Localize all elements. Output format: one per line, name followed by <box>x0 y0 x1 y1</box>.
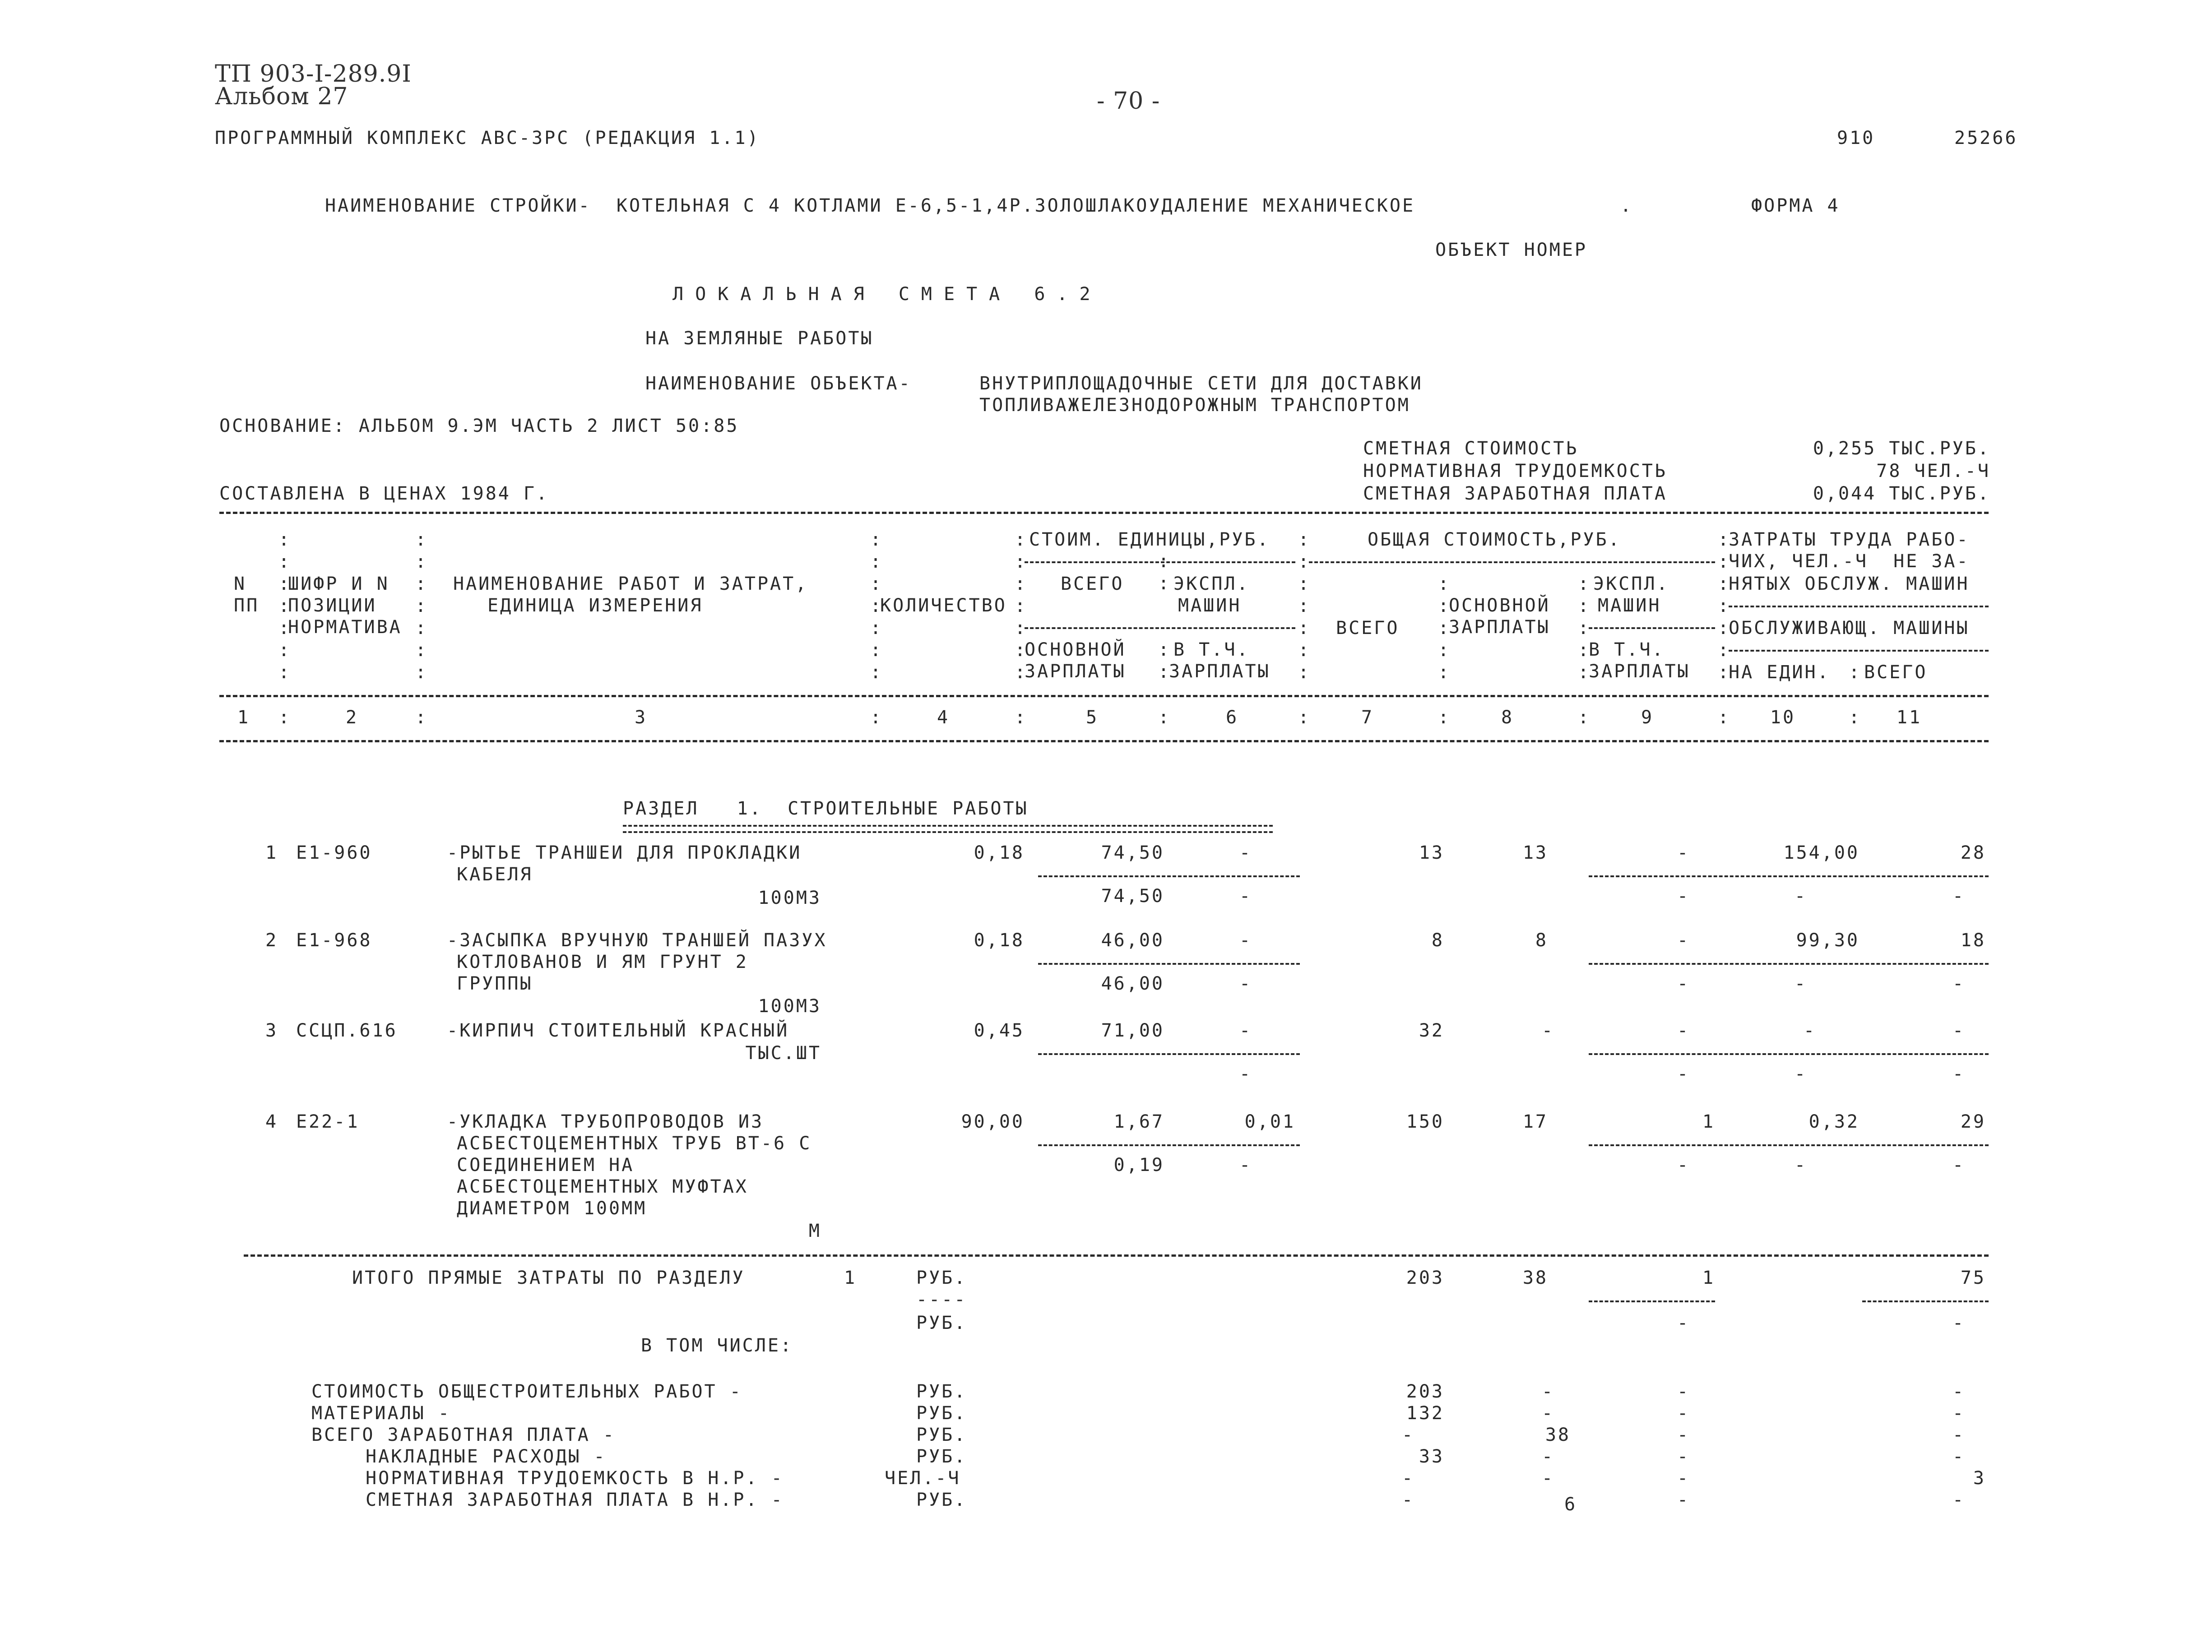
totals-rule <box>244 1254 1989 1257</box>
row-unit-base: 74,50 <box>1101 886 1164 907</box>
th-total-incl-2: ЗАРПЛАТЫ <box>1589 661 1690 682</box>
breakdown-c11: - <box>1952 1403 1966 1424</box>
col-number: 2 <box>345 707 359 728</box>
col-number: 4 <box>937 707 950 728</box>
col-number: 6 <box>1225 707 1239 728</box>
row-total-base: 8 <box>1535 930 1548 951</box>
row-total-base: 13 <box>1522 842 1548 863</box>
row-qty: 0,45 <box>974 1020 1025 1041</box>
breakdown-c9: - <box>1677 1403 1690 1424</box>
totals-section-number: 1 <box>844 1268 857 1288</box>
row-name-line: КОТЛОВАНОВ И ЯМ ГРУНТ 2 <box>457 952 748 972</box>
price-level: СОСТАВЛЕНА В ЦЕНАХ 1984 Г. <box>219 483 549 504</box>
row-total-expl: 1 <box>1702 1111 1715 1132</box>
col-number: 8 <box>1501 707 1514 728</box>
th-name-2: ЕДИНИЦА ИЗМЕРЕНИЯ <box>487 595 703 616</box>
col-sep: : <box>870 707 881 728</box>
row-unit-expl: 0,01 <box>1244 1111 1295 1132</box>
breakdown-label: МАТЕРИАЛЫ - <box>311 1403 451 1424</box>
doc-code-1: 910 <box>1837 128 1875 148</box>
breakdown-c9: - <box>1677 1490 1690 1510</box>
row-total-incl: - <box>1677 1155 1690 1175</box>
object-name-line-2: ТОПЛИВАЖЕЛЕЗНОДОРОЖНЫМ ТРАНСПОРТОМ <box>979 395 1410 416</box>
breakdown-unit: РУБ. <box>916 1446 967 1467</box>
breakdown-c11: - <box>1952 1490 1966 1510</box>
breakdown-c7: 132 <box>1406 1403 1444 1424</box>
th-unit-incl-1: В Т.Ч. <box>1173 639 1250 660</box>
breakdown-label: СМЕТНАЯ ЗАРАБОТНАЯ ПЛАТА В Н.Р. - <box>366 1490 784 1510</box>
th-n: N <box>234 574 247 594</box>
row-name-line: АСБЕСТОЦЕМЕНТНЫХ МУФТАХ <box>457 1176 748 1197</box>
th-quantity: КОЛИЧЕСТВО <box>880 595 1007 616</box>
summary-label-wages: СМЕТНАЯ ЗАРАБОТНАЯ ПЛАТА <box>1363 483 1667 504</box>
col-sep: : : : : : <box>1578 574 1589 683</box>
row-total: 150 <box>1406 1111 1444 1132</box>
th-unit-cost: СТОИМ. ЕДИНИЦЫ,РУБ. <box>1029 529 1270 550</box>
th-rule <box>1025 627 1295 629</box>
totals-labor: 75 <box>1960 1268 1986 1288</box>
header-rule <box>219 695 1989 697</box>
col-sep: : <box>1849 662 1860 683</box>
th-code-1: ШИФР И N <box>288 574 390 594</box>
row-name-line: АСБЕСТОЦЕМЕНТНЫХ ТРУБ ВТ-6 С <box>457 1133 812 1154</box>
row-code: Е1-960 <box>296 842 372 863</box>
row-mach-total: - <box>1952 886 1966 907</box>
page-number: - 70 - <box>1097 88 1160 115</box>
totals-mach: - <box>1952 1313 1966 1333</box>
row-unit-total: 1,67 <box>1113 1111 1164 1132</box>
estimate-subtitle: НА ЗЕМЛЯНЫЕ РАБОТЫ <box>645 328 874 349</box>
section-underline <box>623 825 1273 833</box>
col-number: 3 <box>634 707 648 728</box>
totals-rule-short <box>1862 1300 1989 1302</box>
row-total-base: - <box>1541 1020 1555 1041</box>
row-name-line: ДИАМЕТРОМ 100ММ <box>457 1198 647 1219</box>
row-total-base: 17 <box>1522 1111 1548 1132</box>
th-rule <box>1589 627 1715 629</box>
breakdown-c11: - <box>1952 1446 1966 1467</box>
summary-value-wages: 0,044 ТЫС.РУБ. <box>1813 483 1990 504</box>
breakdown-c8: - <box>1541 1446 1555 1467</box>
th-code-2: ПОЗИЦИИ <box>288 595 377 616</box>
col-number: 9 <box>1641 707 1654 728</box>
row-unit: М <box>808 1221 821 1241</box>
th-labor-4: ОБСЛУЖИВАЮЩ. МАШИНЫ <box>1729 618 1970 639</box>
object-number-label: ОБЪЕКТ НОМЕР <box>1435 240 1587 260</box>
row-name-line: ГРУППЫ <box>457 973 533 994</box>
row-unit-total: 71,00 <box>1101 1020 1164 1041</box>
col-sep: : <box>415 707 427 728</box>
row-labor-total: 18 <box>1960 930 1986 951</box>
row-name-line: -КИРПИЧ СТОИТЕЛЬНЫЙ КРАСНЫЙ <box>447 1020 789 1041</box>
row-unit-expl: - <box>1239 1020 1252 1041</box>
breakdown-c9: - <box>1677 1446 1690 1467</box>
row-rule <box>1038 1144 1300 1146</box>
row-name-line: -ЗАСЫПКА ВРУЧНУЮ ТРАНШЕЙ ПАЗУХ <box>447 930 827 951</box>
col-number: 10 <box>1770 707 1796 728</box>
th-total-cost: ОБЩАЯ СТОИМОСТЬ,РУБ. <box>1368 529 1621 550</box>
row-labor-total: - <box>1952 1020 1966 1041</box>
row-rule <box>1038 963 1300 965</box>
construction-name: НАИМЕНОВАНИЕ СТРОЙКИ- КОТЕЛЬНАЯ С 4 КОТЛАМИ Е-6,5-1,4Р.ЗОЛОШЛАКОУДАЛЕНИЕ МЕХАНИЧЕСКОЕ <box>325 195 1415 216</box>
breakdown-c7: - <box>1401 1425 1415 1445</box>
col-sep: : : : : : : : <box>415 529 427 683</box>
breakdown-c7: 203 <box>1406 1381 1444 1402</box>
row-unit-expl: - <box>1239 930 1252 951</box>
col-sep: : : : : : <box>1438 574 1449 683</box>
breakdown-unit: РУБ. <box>916 1403 967 1424</box>
col-number: 11 <box>1896 707 1922 728</box>
breakdown-unit: РУБ. <box>916 1490 967 1510</box>
table-top-rule <box>219 512 1989 514</box>
totals-unit-dash: ---- <box>916 1289 967 1310</box>
col-sep: : : : : : : : <box>870 529 881 683</box>
col-sep: : : : : : : : <box>1298 529 1309 683</box>
doc-code-2: 25266 <box>1954 128 2018 148</box>
row-mach-total: - <box>1952 1064 1966 1084</box>
row-rule <box>1589 963 1989 965</box>
th-labor-2: ЧИХ, ЧЕЛ.-Ч НЕ ЗА- <box>1729 551 1970 572</box>
breakdown-c7: - <box>1401 1490 1415 1510</box>
th-unit-incl-2: ЗАРПЛАТЫ <box>1169 661 1271 682</box>
row-mach-unit: - <box>1794 1064 1808 1084</box>
totals-incl: - <box>1677 1313 1690 1333</box>
row-unit-base: 46,00 <box>1101 973 1164 994</box>
th-total-base-2: ЗАРПЛАТЫ <box>1449 617 1550 638</box>
row-total: 32 <box>1419 1020 1444 1041</box>
form-number: ФОРМА 4 <box>1751 195 1840 216</box>
row-rule <box>1589 1144 1989 1146</box>
th-unit-base-1: ОСНОВНОЙ <box>1025 639 1126 660</box>
breakdown-c9: - <box>1677 1381 1690 1402</box>
totals-base: 38 <box>1522 1268 1548 1288</box>
col-number: 7 <box>1361 707 1374 728</box>
row-labor-unit: 0,32 <box>1809 1111 1860 1132</box>
row-rule <box>1038 1053 1300 1055</box>
album-number: Альбом 27 <box>215 83 348 110</box>
breakdown-c7: - <box>1401 1468 1415 1489</box>
th-labor-3: НЯТЫХ ОБСЛУЖ. МАШИН <box>1729 574 1970 594</box>
row-total: 8 <box>1431 930 1444 951</box>
row-unit-incl: - <box>1239 1155 1252 1175</box>
th-rule <box>1729 650 1989 652</box>
row-total-expl: - <box>1677 1020 1690 1041</box>
row-unit: 100М3 <box>758 996 821 1017</box>
breakdown-c8: - <box>1541 1403 1555 1424</box>
row-mach-unit: - <box>1794 886 1808 907</box>
th-pp: ПП <box>234 595 260 616</box>
col-sep: : <box>1438 707 1449 728</box>
th-name-1: НАИМЕНОВАНИЕ РАБОТ И ЗАТРАТ, <box>453 574 808 594</box>
row-rule <box>1589 875 1989 877</box>
summary-value-labor: 78 ЧЕЛ.-Ч <box>1876 461 1990 481</box>
row-total-incl: - <box>1677 1064 1690 1084</box>
col-sep: : : : : : : : <box>1015 529 1026 683</box>
row-unit-incl: - <box>1239 973 1252 994</box>
row-unit-total: 74,50 <box>1101 842 1164 863</box>
breakdown-c11: - <box>1952 1381 1966 1402</box>
col-sep: : <box>1849 707 1860 728</box>
row-labor-unit: 99,30 <box>1796 930 1860 951</box>
breakdown-label: ВСЕГО ЗАРАБОТНАЯ ПЛАТА - <box>311 1425 616 1445</box>
row-unit-incl: - <box>1239 886 1252 907</box>
row-unit-incl: - <box>1239 1064 1252 1084</box>
program-name: ПРОГРАММНЫЙ КОМПЛЕКС АВС-3РС (РЕДАКЦИЯ 1.1) <box>215 128 760 148</box>
row-code: ССЦП.616 <box>296 1020 398 1041</box>
row-total-expl: - <box>1677 930 1690 951</box>
totals-total: 203 <box>1406 1268 1444 1288</box>
row-mach-unit: - <box>1794 1155 1808 1175</box>
document-code: ТП 903-I-289.9I <box>215 60 412 88</box>
col-sep: : <box>1718 707 1729 728</box>
breakdown-label: СТОИМОСТЬ ОБЩЕСТРОИТЕЛЬНЫХ РАБОТ - <box>311 1381 742 1402</box>
row-total-incl: - <box>1677 886 1690 907</box>
col-sep: : <box>1578 707 1589 728</box>
col-sep: : <box>278 707 290 728</box>
row-mach-total: - <box>1952 973 1966 994</box>
breakdown-c8: 6 <box>1564 1494 1577 1515</box>
row-total-incl: - <box>1677 973 1690 994</box>
row-name-line: КАБЕЛЯ <box>457 864 533 885</box>
row-code: Е1-968 <box>296 930 372 951</box>
totals-rule-short <box>1589 1300 1715 1302</box>
breakdown-label: НАКЛАДНЫЕ РАСХОДЫ - <box>366 1446 607 1467</box>
row-qty: 0,18 <box>974 842 1025 863</box>
breakdown-c8: - <box>1541 1381 1555 1402</box>
row-qty: 0,18 <box>974 930 1025 951</box>
breakdown-c8: 38 <box>1545 1425 1571 1445</box>
th-labor-1: ЗАТРАТЫ ТРУДА РАБО- <box>1729 529 1970 550</box>
breakdown-c8: - <box>1541 1468 1555 1489</box>
col-sep: : : : : : : : <box>278 529 290 683</box>
th-labor-per-unit: НА ЕДИН. <box>1729 662 1830 683</box>
th-total-base-1: ОСНОВНОЙ <box>1449 595 1550 616</box>
summary-label-labor: НОРМАТИВНАЯ ТРУДОЕМКОСТЬ <box>1363 461 1667 481</box>
estimate-title: ЛОКАЛЬНАЯ СМЕТА 6.2 <box>672 284 1102 305</box>
basis: ОСНОВАНИЕ: АЛЬБОМ 9.ЭМ ЧАСТЬ 2 ЛИСТ 50:85 <box>219 416 739 436</box>
breakdown-c9: - <box>1677 1425 1690 1445</box>
column-numbers-rule <box>219 740 1989 742</box>
construction-dot: . <box>1620 195 1633 216</box>
row-mach-total: - <box>1952 1155 1966 1175</box>
col-number: 5 <box>1085 707 1099 728</box>
row-labor-total: 29 <box>1960 1111 1986 1132</box>
col-sep: : : : : : : : <box>1718 529 1729 683</box>
totals-unit: РУБ. <box>916 1268 967 1288</box>
breakdown-unit: ЧЕЛ.-Ч <box>885 1468 961 1489</box>
row-unit-total: 46,00 <box>1101 930 1164 951</box>
totals-unit-2: РУБ. <box>916 1313 967 1333</box>
object-name-label: НАИМЕНОВАНИЕ ОБЪЕКТА- <box>645 373 912 394</box>
row-unit-base: 0,19 <box>1113 1155 1164 1175</box>
th-rule <box>1309 561 1715 563</box>
th-total-expl-2: МАШИН <box>1598 595 1661 616</box>
summary-value-cost: 0,255 ТЫС.РУБ. <box>1813 438 1990 459</box>
row-unit-expl: - <box>1239 842 1252 863</box>
row-labor-total: 28 <box>1960 842 1986 863</box>
row-number: 3 <box>265 1020 278 1041</box>
row-mach-unit: - <box>1794 973 1808 994</box>
col-sep: : <box>1158 707 1169 728</box>
row-code: Е22-1 <box>296 1111 360 1132</box>
row-rule <box>1038 875 1300 877</box>
breakdown-c9: - <box>1677 1468 1690 1489</box>
row-labor-unit: - <box>1803 1020 1817 1041</box>
object-name-line-1: ВНУТРИПЛОЩАДОЧНЫЕ СЕТИ ДЛЯ ДОСТАВКИ <box>979 373 1423 394</box>
row-unit: 100М3 <box>758 888 821 908</box>
row-total: 13 <box>1419 842 1444 863</box>
totals-label: ИТОГО ПРЯМЫЕ ЗАТРАТЫ ПО РАЗДЕЛУ <box>352 1268 745 1288</box>
breakdown-c11: - <box>1952 1425 1966 1445</box>
row-number: 1 <box>265 842 278 863</box>
th-labor-total: ВСЕГО <box>1864 662 1928 683</box>
row-qty: 90,00 <box>961 1111 1025 1132</box>
col-sep: : <box>1015 707 1026 728</box>
col-number: 1 <box>237 707 250 728</box>
breakdown-unit: РУБ. <box>916 1425 967 1445</box>
th-unit-total: ВСЕГО <box>1061 574 1124 594</box>
th-total-all: ВСЕГО <box>1336 618 1400 639</box>
row-total-expl: - <box>1677 842 1690 863</box>
th-total-incl-1: В Т.Ч. <box>1589 639 1665 660</box>
th-unit-expl-1: ЭКСПЛ. <box>1173 574 1250 594</box>
breakdown-c7: 33 <box>1419 1446 1444 1467</box>
th-code-3: НОРМАТИВА <box>288 617 402 638</box>
col-sep: : : : : <box>1158 551 1169 682</box>
col-sep: : <box>1298 707 1309 728</box>
breakdown-c11: 3 <box>1973 1468 1986 1489</box>
row-name-line: СОЕДИНЕНИЕМ НА <box>457 1155 635 1175</box>
row-name-line: -РЫТЬЕ ТРАНШЕИ ДЛЯ ПРОКЛАДКИ <box>447 842 802 863</box>
th-total-expl-1: ЭКСПЛ. <box>1593 574 1669 594</box>
row-rule <box>1589 1053 1989 1055</box>
row-number: 2 <box>265 930 278 951</box>
th-rule <box>1025 561 1295 563</box>
row-unit: ТЫС.ШТ <box>745 1043 821 1064</box>
breakdown-label: НОРМАТИВНАЯ ТРУДОЕМКОСТЬ В Н.Р. - <box>366 1468 784 1489</box>
th-rule <box>1729 606 1989 607</box>
th-unit-expl-2: МАШИН <box>1178 595 1242 616</box>
summary-label-cost: СМЕТНАЯ СТОИМОСТЬ <box>1363 438 1579 459</box>
section-title: РАЗДЕЛ 1. СТРОИТЕЛЬНЫЕ РАБОТЫ <box>623 798 1029 819</box>
including-label: В ТОМ ЧИСЛЕ: <box>641 1335 793 1356</box>
totals-expl: 1 <box>1702 1268 1715 1288</box>
row-labor-unit: 154,00 <box>1783 842 1860 863</box>
row-number: 4 <box>265 1111 278 1132</box>
breakdown-unit: РУБ. <box>916 1381 967 1402</box>
th-unit-base-2: ЗАРПЛАТЫ <box>1025 661 1126 682</box>
row-name-line: -УКЛАДКА ТРУБОПРОВОДОВ ИЗ <box>447 1111 764 1132</box>
